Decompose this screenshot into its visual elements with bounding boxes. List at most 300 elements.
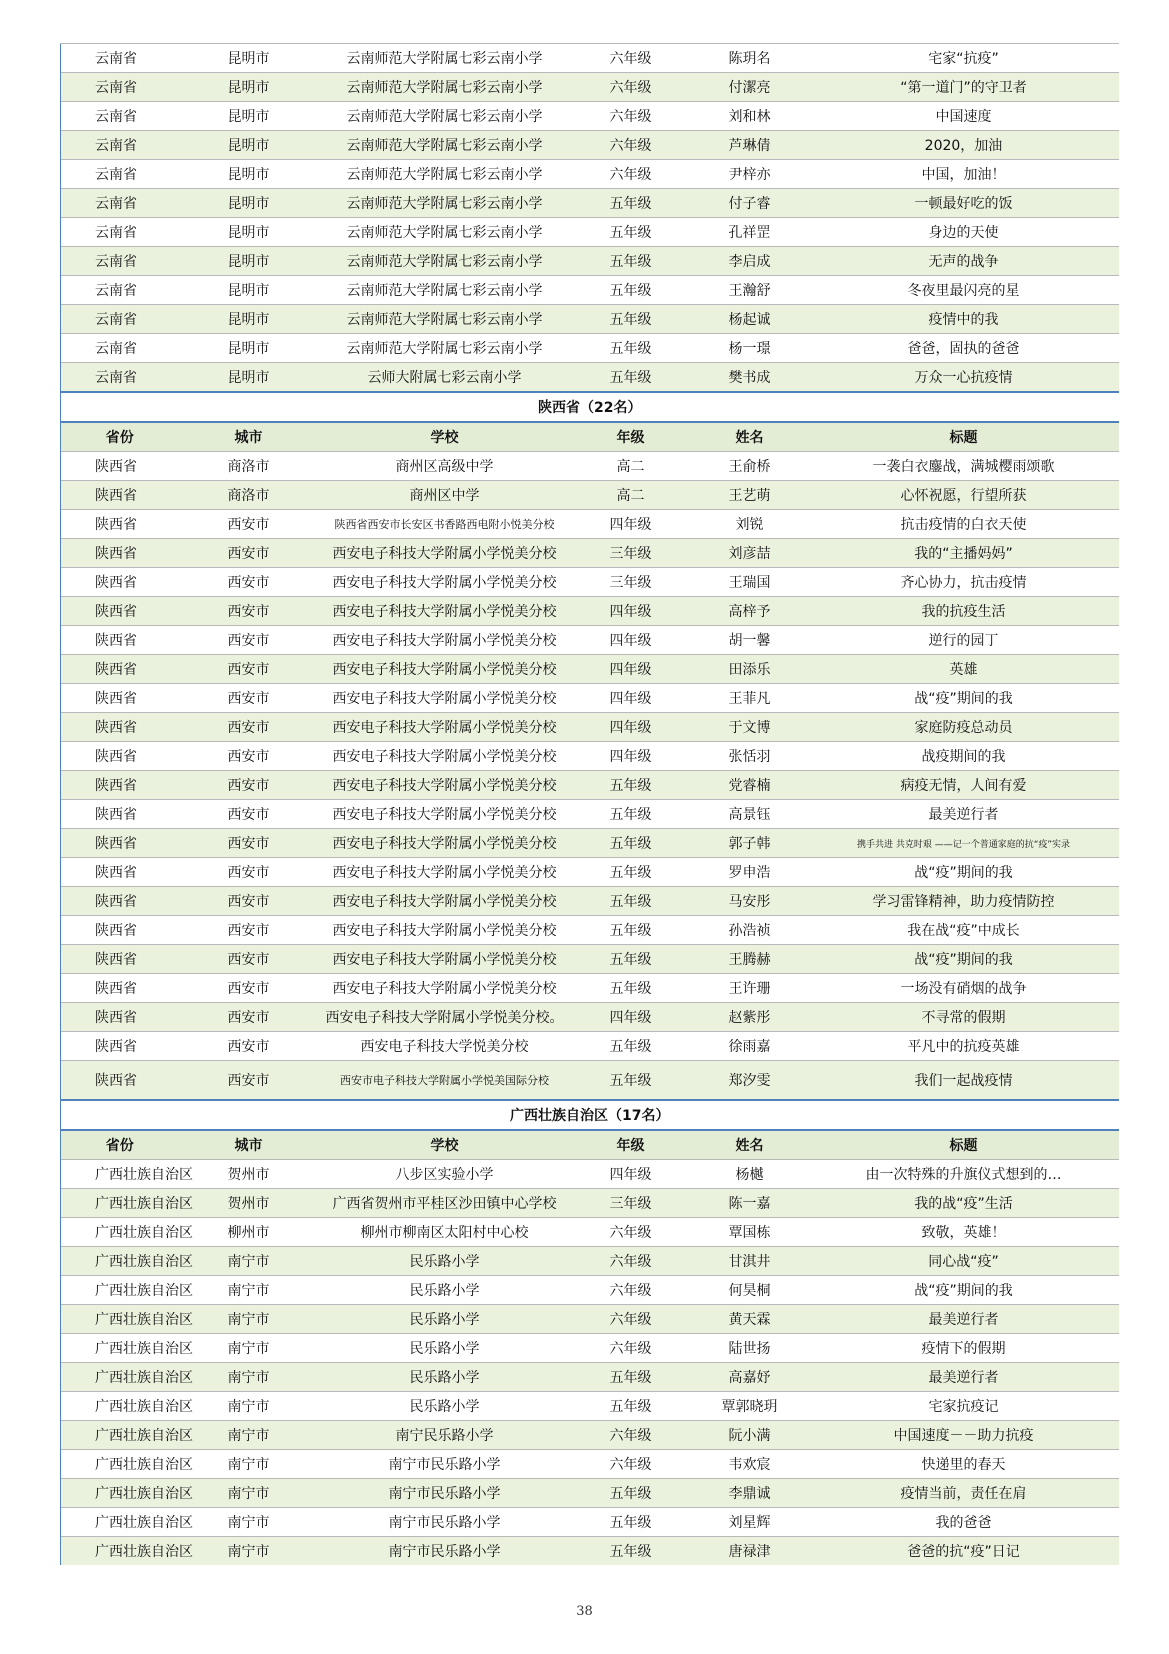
cell-prov: 陕西省: [61, 974, 179, 1003]
table-row: [61, 1508, 1119, 1537]
cell-city: 南宁市: [179, 1508, 319, 1537]
cell-title: 身边的天使: [809, 218, 1119, 247]
cell-city: 昆明市: [179, 334, 319, 363]
cell-city: 西安市: [179, 713, 319, 742]
cell-school: 云南师范大学附属七彩云南小学: [319, 73, 571, 102]
cell-grade: 五年级: [571, 1537, 691, 1566]
cell-title: 疫情下的假期: [809, 1334, 1119, 1363]
cell-city: 西安市: [179, 655, 319, 684]
cell-name: 孔祥罡: [691, 218, 809, 247]
cell-title: 2020，加油: [809, 131, 1119, 160]
cell-name: 何昊桐: [691, 1276, 809, 1305]
cell-title: 我的战“疫”生活: [809, 1189, 1119, 1218]
column-header-grade: 年级: [571, 422, 691, 452]
cell-city: 西安市: [179, 945, 319, 974]
cell-title: 战“疫”期间的我: [809, 684, 1119, 713]
cell-city: 昆明市: [179, 131, 319, 160]
cell-grade: 五年级: [571, 189, 691, 218]
cell-name: 韦欢宸: [691, 1450, 809, 1479]
cell-name: 陈一嘉: [691, 1189, 809, 1218]
cell-school: 西安电子科技大学附属小学悦美分校: [319, 597, 571, 626]
cell-name: 陆世扬: [691, 1334, 809, 1363]
cell-title: 中国速度: [809, 102, 1119, 131]
section-title-row: [61, 392, 1119, 422]
cell-name: 刘锐: [691, 510, 809, 539]
table-row: [61, 44, 1119, 73]
cell-school: 西安电子科技大学附属小学悦美分校: [319, 945, 571, 974]
cell-school: 南宁市民乐路小学: [319, 1450, 571, 1479]
cell-city: 商洛市: [179, 481, 319, 510]
cell-grade: 四年级: [571, 1003, 691, 1032]
cell-title: 齐心协力，抗击疫情: [809, 568, 1119, 597]
cell-school: 陕西省西安市长安区书香路西电附小悦美分校: [319, 510, 571, 539]
cell-city: 西安市: [179, 1032, 319, 1061]
cell-prov: 广西壮族自治区: [61, 1218, 179, 1247]
cell-grade: 五年级: [571, 305, 691, 334]
cell-prov: 陕西省: [61, 597, 179, 626]
cell-grade: 五年级: [571, 218, 691, 247]
cell-prov: 广西壮族自治区: [61, 1276, 179, 1305]
table-row: [61, 160, 1119, 189]
table-row: [61, 363, 1119, 393]
table-row: [61, 1392, 1119, 1421]
cell-city: 南宁市: [179, 1276, 319, 1305]
cell-city: 西安市: [179, 510, 319, 539]
table-row: [61, 481, 1119, 510]
cell-name: 王俞桥: [691, 452, 809, 481]
cell-prov: 广西壮族自治区: [61, 1160, 179, 1189]
cell-grade: 六年级: [571, 102, 691, 131]
cell-grade: 三年级: [571, 568, 691, 597]
cell-city: 南宁市: [179, 1305, 319, 1334]
table-row: [61, 1218, 1119, 1247]
cell-title: 病疫无情，人间有爱: [809, 771, 1119, 800]
cell-grade: 五年级: [571, 334, 691, 363]
cell-prov: 云南省: [61, 131, 179, 160]
cell-prov: 陕西省: [61, 684, 179, 713]
table-row: [61, 1276, 1119, 1305]
cell-prov: 广西壮族自治区: [61, 1247, 179, 1276]
table-row: [61, 1305, 1119, 1334]
cell-grade: 四年级: [571, 597, 691, 626]
cell-school: 西安电子科技大学附属小学悦美分校。: [319, 1003, 571, 1032]
cell-name: 赵紫彤: [691, 1003, 809, 1032]
table-row: [61, 334, 1119, 363]
cell-title: 最美逆行者: [809, 800, 1119, 829]
column-header-school: 学校: [319, 422, 571, 452]
table-row: [61, 597, 1119, 626]
cell-name: 唐禄津: [691, 1537, 809, 1566]
cell-name: 党睿楠: [691, 771, 809, 800]
cell-city: 西安市: [179, 539, 319, 568]
cell-school: 西安电子科技大学附属小学悦美分校: [319, 829, 571, 858]
cell-city: 西安市: [179, 1003, 319, 1032]
table-row: [61, 305, 1119, 334]
cell-title: 冬夜里最闪亮的星: [809, 276, 1119, 305]
cell-name: 王腾赫: [691, 945, 809, 974]
section-title: 广西壮族自治区（17名）: [61, 1100, 1119, 1130]
cell-grade: 五年级: [571, 276, 691, 305]
award-list-sheet: [60, 43, 1118, 1565]
table-row: [61, 858, 1119, 887]
cell-grade: 四年级: [571, 684, 691, 713]
cell-name: 李鼎诚: [691, 1479, 809, 1508]
cell-name: 于文博: [691, 713, 809, 742]
cell-prov: 陕西省: [61, 539, 179, 568]
cell-grade: 四年级: [571, 626, 691, 655]
cell-name: 张恬羽: [691, 742, 809, 771]
cell-grade: 五年级: [571, 800, 691, 829]
column-header-school: 学校: [319, 1130, 571, 1160]
cell-title: 抗击疫情的白衣天使: [809, 510, 1119, 539]
cell-prov: 广西壮族自治区: [61, 1537, 179, 1566]
cell-school: 八步区实验小学: [319, 1160, 571, 1189]
table-row: [61, 1032, 1119, 1061]
column-header-grade: 年级: [571, 1130, 691, 1160]
cell-prov: 陕西省: [61, 481, 179, 510]
cell-name: 甘淇井: [691, 1247, 809, 1276]
cell-name: 樊书成: [691, 363, 809, 393]
table-row: [61, 539, 1119, 568]
cell-title: 中国，加油！: [809, 160, 1119, 189]
cell-city: 西安市: [179, 858, 319, 887]
cell-prov: 云南省: [61, 218, 179, 247]
cell-name: 胡一馨: [691, 626, 809, 655]
table-row: [61, 218, 1119, 247]
cell-title: 疫情当前，责任在肩: [809, 1479, 1119, 1508]
cell-title: 宅家“抗疫”: [809, 44, 1119, 73]
table-row: [61, 131, 1119, 160]
cell-city: 昆明市: [179, 247, 319, 276]
cell-name: 郑汐雯: [691, 1061, 809, 1101]
cell-city: 南宁市: [179, 1479, 319, 1508]
cell-grade: 三年级: [571, 539, 691, 568]
cell-name: 杨樾: [691, 1160, 809, 1189]
table-row: [61, 742, 1119, 771]
cell-city: 昆明市: [179, 276, 319, 305]
cell-name: 王菲凡: [691, 684, 809, 713]
cell-name: 田添乐: [691, 655, 809, 684]
cell-school: 西安电子科技大学附属小学悦美分校: [319, 539, 571, 568]
cell-school: 西安电子科技大学附属小学悦美分校: [319, 713, 571, 742]
cell-grade: 五年级: [571, 771, 691, 800]
cell-city: 西安市: [179, 684, 319, 713]
cell-prov: 陕西省: [61, 742, 179, 771]
award-table-body: [61, 44, 1119, 1566]
cell-prov: 广西壮族自治区: [61, 1189, 179, 1218]
cell-title: 爸爸的抗“疫”日记: [809, 1537, 1119, 1566]
cell-title: 我的抗疫生活: [809, 597, 1119, 626]
cell-city: 贺州市: [179, 1189, 319, 1218]
cell-school: 南宁市民乐路小学: [319, 1479, 571, 1508]
cell-prov: 云南省: [61, 160, 179, 189]
cell-name: 孙浩祯: [691, 916, 809, 945]
cell-city: 南宁市: [179, 1247, 319, 1276]
cell-prov: 陕西省: [61, 568, 179, 597]
cell-prov: 广西壮族自治区: [61, 1421, 179, 1450]
cell-school: 南宁市民乐路小学: [319, 1508, 571, 1537]
column-header-prov: 省份: [61, 422, 179, 452]
table-row: [61, 916, 1119, 945]
cell-title: 携手共进 共克时艰 ——记一个普通家庭的抗“疫”实录: [809, 829, 1119, 858]
cell-grade: 五年级: [571, 974, 691, 1003]
cell-grade: 六年级: [571, 1247, 691, 1276]
cell-school: 云南师范大学附属七彩云南小学: [319, 131, 571, 160]
table-row: [61, 800, 1119, 829]
cell-city: 西安市: [179, 916, 319, 945]
cell-name: 刘彦喆: [691, 539, 809, 568]
table-row: [61, 1189, 1119, 1218]
cell-grade: 六年级: [571, 1218, 691, 1247]
cell-name: 罗申浩: [691, 858, 809, 887]
cell-city: 西安市: [179, 597, 319, 626]
cell-city: 西安市: [179, 742, 319, 771]
cell-prov: 陕西省: [61, 452, 179, 481]
cell-grade: 五年级: [571, 1392, 691, 1421]
column-header-prov: 省份: [61, 1130, 179, 1160]
cell-grade: 五年级: [571, 363, 691, 393]
cell-school: 柳州市柳南区太阳村中心校: [319, 1218, 571, 1247]
cell-title: 我的爸爸: [809, 1508, 1119, 1537]
cell-city: 西安市: [179, 829, 319, 858]
table-row: [61, 1061, 1119, 1101]
cell-school: 民乐路小学: [319, 1392, 571, 1421]
cell-school: 民乐路小学: [319, 1276, 571, 1305]
cell-grade: 五年级: [571, 1508, 691, 1537]
cell-city: 南宁市: [179, 1392, 319, 1421]
table-row: [61, 510, 1119, 539]
column-header-city: 城市: [179, 422, 319, 452]
cell-school: 南宁民乐路小学: [319, 1421, 571, 1450]
table-row: [61, 974, 1119, 1003]
cell-prov: 云南省: [61, 305, 179, 334]
cell-prov: 陕西省: [61, 626, 179, 655]
cell-school: 西安电子科技大学附属小学悦美分校: [319, 916, 571, 945]
cell-name: 李启成: [691, 247, 809, 276]
column-header-name: 姓名: [691, 422, 809, 452]
table-row: [61, 1160, 1119, 1189]
table-row: [61, 771, 1119, 800]
cell-prov: 陕西省: [61, 510, 179, 539]
cell-grade: 五年级: [571, 1479, 691, 1508]
cell-prov: 广西壮族自治区: [61, 1479, 179, 1508]
cell-prov: 陕西省: [61, 916, 179, 945]
table-row: [61, 102, 1119, 131]
cell-school: 云南师范大学附属七彩云南小学: [319, 276, 571, 305]
cell-name: 覃郭晓玥: [691, 1392, 809, 1421]
column-header-row: [61, 422, 1119, 452]
cell-prov: 陕西省: [61, 713, 179, 742]
cell-city: 西安市: [179, 974, 319, 1003]
cell-name: 黄天霖: [691, 1305, 809, 1334]
table-row: [61, 1450, 1119, 1479]
cell-title: 爸爸，固执的爸爸: [809, 334, 1119, 363]
cell-title: 我们一起战疫情: [809, 1061, 1119, 1101]
cell-city: 西安市: [179, 887, 319, 916]
table-row: [61, 1421, 1119, 1450]
cell-name: 徐雨嘉: [691, 1032, 809, 1061]
cell-title: 最美逆行者: [809, 1305, 1119, 1334]
cell-title: 一袭白衣鏖战，满城樱雨颂歌: [809, 452, 1119, 481]
cell-school: 西安电子科技大学附属小学悦美分校: [319, 974, 571, 1003]
table-row: [61, 1479, 1119, 1508]
cell-grade: 六年级: [571, 160, 691, 189]
table-row: [61, 713, 1119, 742]
cell-prov: 陕西省: [61, 1003, 179, 1032]
cell-city: 昆明市: [179, 189, 319, 218]
cell-title: 最美逆行者: [809, 1363, 1119, 1392]
cell-prov: 广西壮族自治区: [61, 1305, 179, 1334]
cell-school: 民乐路小学: [319, 1334, 571, 1363]
cell-title: 战“疫”期间的我: [809, 858, 1119, 887]
cell-grade: 六年级: [571, 1305, 691, 1334]
cell-prov: 云南省: [61, 334, 179, 363]
cell-city: 贺州市: [179, 1160, 319, 1189]
cell-city: 西安市: [179, 1061, 319, 1101]
cell-city: 南宁市: [179, 1537, 319, 1566]
cell-name: 尹梓亦: [691, 160, 809, 189]
cell-grade: 五年级: [571, 1061, 691, 1101]
cell-prov: 云南省: [61, 44, 179, 73]
cell-prov: 陕西省: [61, 771, 179, 800]
cell-prov: 陕西省: [61, 1061, 179, 1101]
table-row: [61, 626, 1119, 655]
cell-name: 高梓予: [691, 597, 809, 626]
cell-title: 宅家抗疫记: [809, 1392, 1119, 1421]
cell-school: 西安电子科技大学附属小学悦美分校: [319, 742, 571, 771]
cell-grade: 五年级: [571, 247, 691, 276]
cell-title: 同心战“疫”: [809, 1247, 1119, 1276]
cell-title: 我的“主播妈妈”: [809, 539, 1119, 568]
table-row: [61, 276, 1119, 305]
cell-grade: 四年级: [571, 1160, 691, 1189]
cell-city: 昆明市: [179, 73, 319, 102]
cell-title: 万众一心抗疫情: [809, 363, 1119, 393]
cell-city: 西安市: [179, 568, 319, 597]
cell-prov: 广西壮族自治区: [61, 1508, 179, 1537]
cell-prov: 广西壮族自治区: [61, 1450, 179, 1479]
cell-name: 刘和林: [691, 102, 809, 131]
section-title: 陕西省（22名）: [61, 392, 1119, 422]
cell-city: 柳州市: [179, 1218, 319, 1247]
table-row: [61, 684, 1119, 713]
cell-grade: 五年级: [571, 1363, 691, 1392]
cell-city: 南宁市: [179, 1363, 319, 1392]
cell-name: 付潔亮: [691, 73, 809, 102]
cell-school: 南宁市民乐路小学: [319, 1537, 571, 1566]
cell-school: 云南师范大学附属七彩云南小学: [319, 102, 571, 131]
cell-prov: 陕西省: [61, 800, 179, 829]
table-row: [61, 1334, 1119, 1363]
cell-city: 昆明市: [179, 160, 319, 189]
table-row: [61, 655, 1119, 684]
table-row: [61, 189, 1119, 218]
section-title-row: [61, 1100, 1119, 1130]
column-header-title: 标题: [809, 1130, 1119, 1160]
cell-school: 西安电子科技大学附属小学悦美分校: [319, 568, 571, 597]
table-row: [61, 452, 1119, 481]
cell-name: 高景钰: [691, 800, 809, 829]
cell-title: “第一道门”的守卫者: [809, 73, 1119, 102]
cell-grade: 四年级: [571, 655, 691, 684]
cell-name: 杨起诚: [691, 305, 809, 334]
cell-grade: 高二: [571, 452, 691, 481]
cell-school: 云南师范大学附属七彩云南小学: [319, 160, 571, 189]
table-row: [61, 73, 1119, 102]
cell-title: 心怀祝愿，行望所获: [809, 481, 1119, 510]
cell-grade: 四年级: [571, 713, 691, 742]
cell-grade: 五年级: [571, 1032, 691, 1061]
cell-school: 云南师范大学附属七彩云南小学: [319, 247, 571, 276]
cell-title: 我在战“疫”中成长: [809, 916, 1119, 945]
cell-title: 无声的战争: [809, 247, 1119, 276]
cell-city: 西安市: [179, 800, 319, 829]
cell-school: 西安电子科技大学附属小学悦美分校: [319, 684, 571, 713]
cell-name: 芦琳倩: [691, 131, 809, 160]
cell-prov: 云南省: [61, 189, 179, 218]
cell-school: 西安电子科技大学附属小学悦美分校: [319, 800, 571, 829]
table-row: [61, 1363, 1119, 1392]
cell-school: 民乐路小学: [319, 1305, 571, 1334]
cell-prov: 广西壮族自治区: [61, 1334, 179, 1363]
cell-school: 西安电子科技大学附属小学悦美分校: [319, 771, 571, 800]
cell-grade: 五年级: [571, 858, 691, 887]
table-row: [61, 568, 1119, 597]
cell-title: 家庭防疫总动员: [809, 713, 1119, 742]
cell-title: 逆行的园丁: [809, 626, 1119, 655]
cell-city: 昆明市: [179, 44, 319, 73]
cell-name: 杨一璟: [691, 334, 809, 363]
table-row: [61, 1537, 1119, 1566]
cell-prov: 陕西省: [61, 1032, 179, 1061]
table-row: [61, 247, 1119, 276]
cell-prov: 陕西省: [61, 829, 179, 858]
cell-title: 英雄: [809, 655, 1119, 684]
cell-title: 疫情中的我: [809, 305, 1119, 334]
cell-title: 快递里的春天: [809, 1450, 1119, 1479]
cell-grade: 六年级: [571, 1334, 691, 1363]
cell-city: 商洛市: [179, 452, 319, 481]
cell-city: 南宁市: [179, 1334, 319, 1363]
cell-grade: 五年级: [571, 829, 691, 858]
cell-name: 郭子韩: [691, 829, 809, 858]
cell-school: 西安市电子科技大学附属小学悦美国际分校: [319, 1061, 571, 1101]
table-row: [61, 887, 1119, 916]
cell-school: 民乐路小学: [319, 1363, 571, 1392]
cell-title: 平凡中的抗疫英雄: [809, 1032, 1119, 1061]
cell-school: 云南师范大学附属七彩云南小学: [319, 334, 571, 363]
cell-school: 商州区中学: [319, 481, 571, 510]
cell-school: 西安电子科技大学附属小学悦美分校: [319, 887, 571, 916]
cell-name: 马安彤: [691, 887, 809, 916]
cell-title: 致敬，英雄！: [809, 1218, 1119, 1247]
cell-school: 民乐路小学: [319, 1247, 571, 1276]
cell-name: 付子睿: [691, 189, 809, 218]
cell-school: 西安电子科技大学附属小学悦美分校: [319, 858, 571, 887]
cell-city: 昆明市: [179, 305, 319, 334]
cell-grade: 五年级: [571, 916, 691, 945]
page-number: 38: [576, 1604, 593, 1619]
cell-title: 战“疫”期间的我: [809, 1276, 1119, 1305]
cell-school: 云师大附属七彩云南小学: [319, 363, 571, 393]
cell-title: 战“疫”期间的我: [809, 945, 1119, 974]
cell-grade: 五年级: [571, 945, 691, 974]
cell-grade: 六年级: [571, 131, 691, 160]
cell-school: 商州区高级中学: [319, 452, 571, 481]
cell-prov: 广西壮族自治区: [61, 1392, 179, 1421]
cell-city: 昆明市: [179, 218, 319, 247]
cell-city: 昆明市: [179, 363, 319, 393]
